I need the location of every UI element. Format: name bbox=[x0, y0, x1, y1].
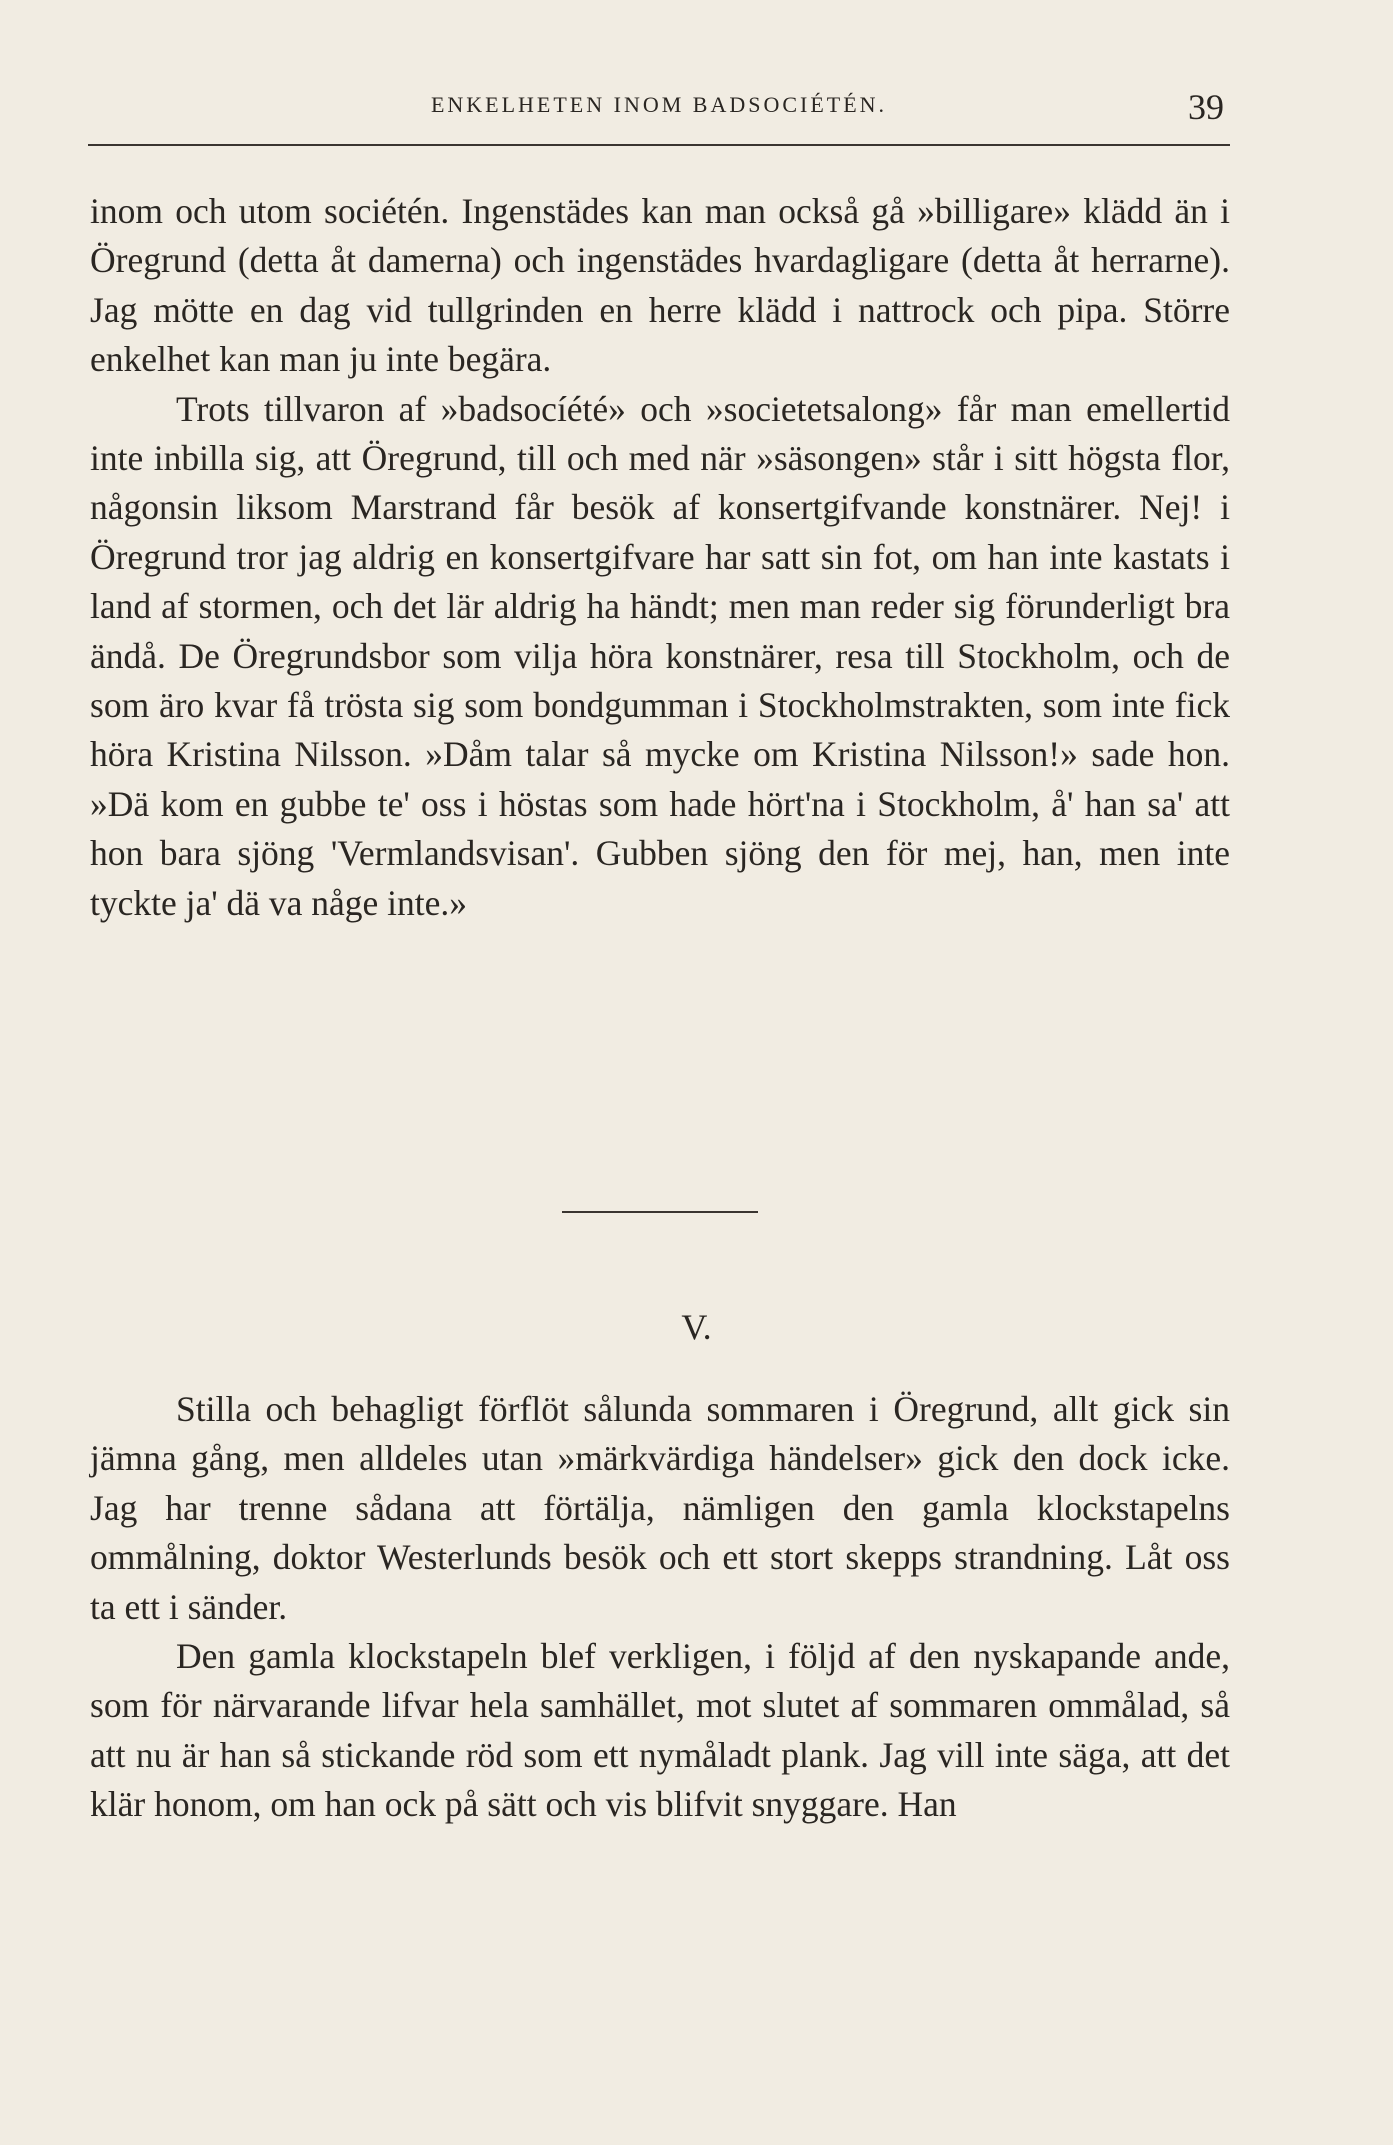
paragraph: Trots tillvaron af »badsocíété» och »societetsalong» får man emellertid inte inbilla sig, att Öregrund, till och med när »säsongen» står i sitt högsta flor, någonsin liksom Marstrand får besök af konsertgifvande konstnärer. Nej! i Öregrund tror jag aldrig en konsertgifvare har satt sin fot, om han inte kastats i land af stormen, och det lär aldrig ha händt; men man reder sig förunderligt bra ändå. De Öregrundsbor som vilja höra konstnärer, resa till Stockholm, och de som äro kvar få trösta sig som bondgumman i Stockholmstrakten, som inte fick höra Kristina Nilsson. »Dåm talar så mycke om Kristina Nilsson!» sade hon. »Dä kom en gubbe te' oss i höstas som hade hört'na i Stockholm, å' han sa' att hon bara sjöng 'Vermlandsvisan'. Gubben sjöng den för mej, han, men inte tyckte ja' dä va någe inte.» bbox=[90, 388, 1230, 923]
page-number: 39 bbox=[1188, 87, 1224, 127]
running-head-title: ENKELHETEN INOM BADSOCIÉTÉN. bbox=[430, 92, 888, 117]
paragraph: Stilla och behagligt förflöt sålunda sommaren i Öregrund, allt gick sin jämna gång, men alldeles utan »märkvärdiga händelser» gick den dock icke. Jag har trenne sådana att förtälja, nämligen den gamla klockstapelns ommålning, doktor Westerlunds besök och ett stort skepps strandning. Låt oss ta ett i sänder. bbox=[90, 1389, 1230, 1627]
section-four-text bbox=[90, 187, 1230, 928]
running-head bbox=[88, 86, 1230, 126]
paragraph: Den gamla klockstapeln blef verkligen, i följd af den nyskapande ande, som för närvarande lifvar hela samhället, mot slutet af sommaren ommålad, så att nu är han så stickande röd som ett nymåladt plank. Jag vill inte säga, att det klär honom, om han ock på sätt och vis blifvit snyggare. Han bbox=[90, 1636, 1230, 1825]
paragraph: inom och utom sociétén. Ingenstädes kan man också gå »billigare» klädd än i Öregrund (detta åt damerna) och ingenstädes hvardagligare (detta åt herrarne). Jag mötte en dag vid tullgrinden en herre klädd i nattrock och pipa. Större enkelhet kan man ju inte begära. bbox=[90, 191, 1230, 380]
section-five-text bbox=[90, 1385, 1230, 1830]
section-divider bbox=[562, 1211, 758, 1213]
header-rule bbox=[88, 144, 1230, 146]
section-number: V. bbox=[681, 1307, 712, 1347]
